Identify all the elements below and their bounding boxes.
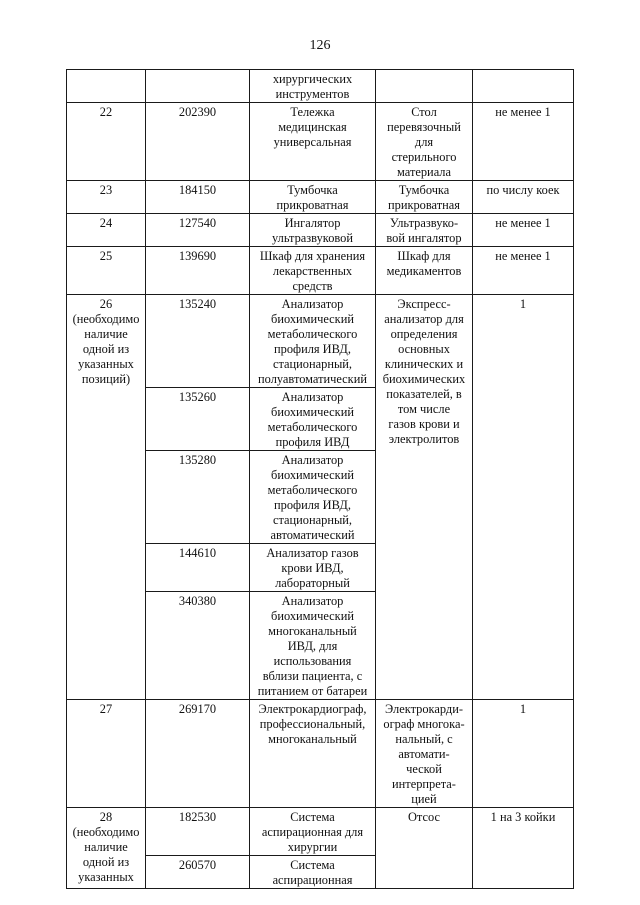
quantity-cell: не менее 1: [473, 214, 574, 247]
equipment-name-cell: Шкаф для хранения лекарственных средств: [250, 247, 376, 295]
row-number-cell: 25: [67, 247, 146, 295]
equipment-name-cell: Анализатор биохимический метаболического профиля ИВД, стационарный, полуавтоматический: [250, 295, 376, 388]
table-row: [67, 103, 574, 181]
equipment-name-cell: Ингалятор ультразвуковой: [250, 214, 376, 247]
quantity-cell: 1 на 3 койки: [473, 808, 574, 889]
code-cell: 269170: [146, 700, 250, 808]
table-row: [67, 70, 574, 103]
equipment-name-cell: Анализатор биохимический многоканальный ИВД, для использования вблизи пациента, с питанием от батареи: [250, 592, 376, 700]
code-cell: [146, 70, 250, 103]
row-number-cell: [67, 70, 146, 103]
table-row: [67, 808, 574, 856]
code-cell: 340380: [146, 592, 250, 700]
equipment-table: [66, 69, 574, 889]
row-number-cell: 28 (необходимо наличие одной из указанных: [67, 808, 146, 889]
quantity-cell: не менее 1: [473, 247, 574, 295]
code-cell: 135280: [146, 451, 250, 544]
quantity-cell: по числу коек: [473, 181, 574, 214]
quantity-cell: не менее 1: [473, 103, 574, 181]
table-row: [67, 181, 574, 214]
page-number: 126: [309, 38, 331, 53]
table-row: [67, 700, 574, 808]
table-row: [67, 214, 574, 247]
row-number-cell: 24: [67, 214, 146, 247]
equipment-type-cell: Отсос: [376, 808, 473, 889]
equipment-type-cell: Тумбочка прикроватная: [376, 181, 473, 214]
table-row: [67, 247, 574, 295]
row-number-cell: 27: [67, 700, 146, 808]
equipment-type-cell: Ультразвуко- вой ингалятор: [376, 214, 473, 247]
code-cell: 135260: [146, 388, 250, 451]
quantity-cell: [473, 70, 574, 103]
equipment-name-cell: Система аспирационная: [250, 856, 376, 889]
equipment-name-cell: Тумбочка прикроватная: [250, 181, 376, 214]
equipment-type-cell: Стол перевязочный для стерильного материала: [376, 103, 473, 181]
quantity-cell: 1: [473, 295, 574, 700]
equipment-name-cell: Анализатор биохимический метаболического профиля ИВД, стационарный, автоматический: [250, 451, 376, 544]
equipment-name-cell: Система аспирационная для хирургии: [250, 808, 376, 856]
row-number-cell: 23: [67, 181, 146, 214]
row-number-cell: 26 (необходимо наличие одной из указанных позиций): [67, 295, 146, 700]
equipment-type-cell: [376, 70, 473, 103]
equipment-name-cell: Анализатор газов крови ИВД, лабораторный: [250, 544, 376, 592]
code-cell: 127540: [146, 214, 250, 247]
table-row: [67, 295, 574, 388]
equipment-name-cell: Тележка медицинская универсальная: [250, 103, 376, 181]
equipment-type-cell: Экспресс- анализатор для определения основных клинических и биохимических показателей, в том числе газов крови и электролитов: [376, 295, 473, 700]
equipment-name-cell: Электрокардиограф, профессиональный, многоканальный: [250, 700, 376, 808]
code-cell: 202390: [146, 103, 250, 181]
equipment-name-cell: хирургических инструментов: [250, 70, 376, 103]
code-cell: 139690: [146, 247, 250, 295]
code-cell: 182530: [146, 808, 250, 856]
code-cell: 135240: [146, 295, 250, 388]
equipment-type-cell: Электрокарди- ограф многока- нальный, с автомати- ческой интерпрета- цией: [376, 700, 473, 808]
code-cell: 184150: [146, 181, 250, 214]
code-cell: 260570: [146, 856, 250, 889]
equipment-type-cell: Шкаф для медикаментов: [376, 247, 473, 295]
equipment-name-cell: Анализатор биохимический метаболического профиля ИВД: [250, 388, 376, 451]
row-number-cell: 22: [67, 103, 146, 181]
quantity-cell: 1: [473, 700, 574, 808]
code-cell: 144610: [146, 544, 250, 592]
